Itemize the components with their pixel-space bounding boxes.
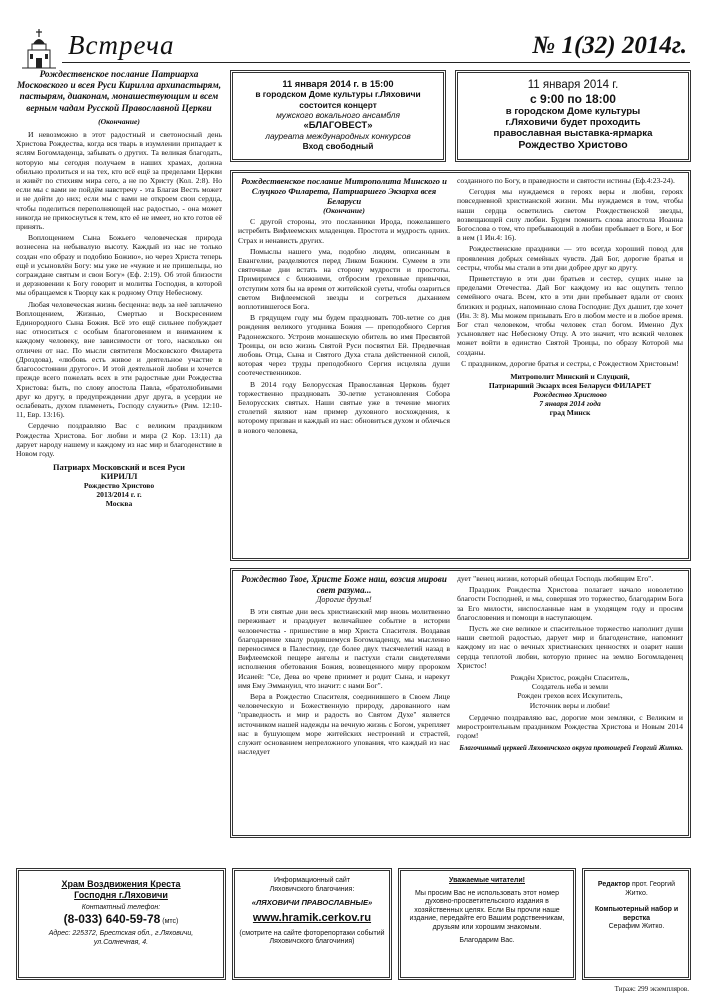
- metropolitan-note: (Окончание): [323, 206, 365, 215]
- nativity-column-2: [457, 574, 683, 753]
- nativity-signature: Благочинный церквей Ляховичского округа протоиерей Георгий Житко.: [459, 744, 683, 753]
- readers-notice: [398, 868, 576, 980]
- site-label: Информационный сайт: [273, 877, 351, 884]
- paragraph: Воплощением Сына Божьего человеческая природа вознесена на небывалую высоту. Каждый из нас не только создан «по образу и подобию Божию», но через Христа теперь ещё и усыновлён Богу: мы уже не «чужие и не пришельцы, но сограждане святым и свои Богу» (Еф. 2:19). Об этой близости и дерзновении к Богу говорит и молитва Господня, в которой мы обращаемся к Творцу как к родному Отцу Небесному.: [16, 233, 222, 298]
- paragraph: Рождественские праздники — это всегда хороший повод для проявления добрых семейных чувств. Дай Бог, дорогие братья и сестры, чтобы мы стали в эти дни добрее друг ко другу.: [457, 244, 683, 272]
- header-divider: [62, 62, 690, 63]
- metropolitan-signature: Митрополит Минский и Слуцкий,: [510, 372, 630, 382]
- paragraph: В 2014 году Белорусская Православная Церковь будет торжественно праздновать 30-летие установления Собора Белорусских святых. Наши святые уже в течение многих столетий являют нам пример духовного восхождения, к которому призван и каждый из нас: обновиться духом и облечься в нового человека,: [238, 379, 450, 435]
- fair-date: 11 января 2014 г.: [527, 79, 619, 91]
- fair-city: г.Ляховичи будет проходить: [505, 117, 641, 128]
- paragraph: Сегодня мы нуждаемся в героях веры и любви, героях повседневной христианской жизни. Мы нуждаемся в том, чтобы наши сердца осветились светом Рождественской звезды, возвещающей силу любви. Будем помнить слова апостола Иоанна Богослова о том, что пребывающий в любви пребывает в Боге, и Бог в нем (1 Ин.4: 16).: [457, 187, 683, 243]
- ensemble-name: «БЛАГОВЕСТ»: [303, 119, 373, 131]
- editor-label: Редактор: [597, 881, 631, 888]
- readers-title: Уважаемые читатели!: [448, 877, 526, 884]
- paragraph: Праздник Рождества Христова полагает начало новолетию благости Господней, и мы, совершая это торжество, благодарим Бога за Его милости, ниспосланные нам в уходящем году и просим благословения и помощи в наступающем.: [457, 585, 683, 622]
- readers-thanks: Благодарим Вас.: [459, 936, 515, 944]
- paragraph: Помыслы нашего ума, подобно людям, описанным в Евангелии, разделяются перед Ликом Божиим. Сумеем в эти святочные дни встать на сторону мудрости и простоты. Примиримся с ближними, отбросим греховные привычки, отступим хотя бы на время от житейской суеты, чтобы озариться светом Вифлеемской звезды и согреться дыханием воплотившегося Бога.: [238, 246, 450, 312]
- editorial-info: [582, 868, 691, 980]
- editor-name: прот. Георгий Житко.: [625, 881, 676, 897]
- verse-line: Источник веры и любви!: [529, 700, 611, 710]
- signature-occasion: Рождество Христово: [533, 390, 607, 400]
- site-note: (смотрите на сайте фоторепортажи событий Ляховичского благочиния): [239, 929, 385, 946]
- metropolitan-column-1: [238, 176, 450, 437]
- contact-label: Контактный телефон:: [81, 904, 161, 911]
- metropolitan-heading: Рождественское послание Митрополита Минского и Слуцкого Филарета, Патриаршего Экзарха всея Беларуси: [241, 176, 447, 206]
- nativity-salutation: Дорогие друзья!: [316, 595, 372, 604]
- circulation: Тираж: 299 экземпляров.: [614, 985, 689, 993]
- paragraph: созданного по Богу, в праведности и святости истины (Еф.4:23-24).: [457, 176, 675, 185]
- signature-occasion: Рождество Христово: [83, 481, 155, 491]
- paragraph: Любая человеческая жизнь бесценна: ведь за неё заплачено Воплощением, Жизнью, Смертью и Воскресением Единородного Сына Божия. Всё это ещё сильнее побуждает нас относиться с особым благоговением и вниманием к каждому человеку, вне зависимости от того, насколько он отличен от нас. По мысли святителя Московского Филарета (Дроздова), «любовь есть живое и деятельное участие в благосостоянии другого». И этой деятельной любви и хочется прежде всего пожелать всех в эти радостные дни Рождества Христова: быть, по слову апостола Павла, «братолюбивыми друг ко другу, в предупреждении друг друга, в усердии не ослабевать, духом пламенеть, Господу служить» (Рим. 12:10-11, Евр. 13:16).: [16, 299, 222, 420]
- website-info: [232, 868, 392, 980]
- fair-time: с 9:00 по 18:00: [530, 92, 616, 106]
- layout-name: Серафим Житко.: [608, 923, 665, 931]
- layout-label: Компьютерный набор и верстка: [594, 906, 679, 922]
- metropolitan-title: Патриарший Экзарх всея Беларуси ФИЛАРЕТ: [488, 381, 652, 391]
- paragraph: Пусть же сие великое и спасительное торжество наполнит души наши светлой радостью, дарует мир и благоденствие, напомнит каждому из нас о вечных христианских ценностях и озарит наши сердца теплотой любви, которую принес на землю Богомладенец Христос!: [457, 624, 683, 670]
- site-label-2: Ляховичского благочиния:: [269, 885, 355, 893]
- fair-announcement: [455, 70, 691, 162]
- metropolitan-greeting: С праздником, дорогие братья и сестры, с Рождеством Христовым!: [461, 358, 679, 368]
- nativity-column-1: [238, 574, 450, 758]
- paragraph: В эти святые дни весь христианский мир вновь молитвенно переживает и празднует величайшее событие в истории человечества - пришествие в мир Христа Спасителя. Воздавая благодарение хвалу родившемуся Богомладенцу, мы мысленно переносимся в Палестину, где более двух тысячелетий назад в Вифлеемской пещере ангелы и пастухи стали свидетелями исполнения обетования Божия, возвещенного миру пророком Исаией: "Се, Дева во чреве приимет и родит Сына, и нарекут имя Ему Эммануил, что значит: с нами Бог".: [238, 607, 450, 690]
- ensemble-type: мужского вокального ансамбля: [276, 110, 400, 121]
- fair-type: православная выставка-ярмарка: [493, 128, 653, 139]
- signature-date: 7 января 2014 года: [539, 399, 601, 409]
- paragraph: Вера в Рождество Спасителя, соединившего в Своем Лице человеческую и Божественную природу, дарованного нам "праведность и мир и радость во Святом Духе" является источником нашей надежды на вечную жизнь с Богом, укрепляет нас в бушующем море житейских нестроений и страстей, служит основанием непреложного упования, что каждый из нас наследует: [238, 692, 450, 757]
- paragraph: В грядущем году мы будем праздновать 700-летие со дня рождения великого угодника Божия — преподобного Сергия Радонежского. Устроив монашескую обитель во имя Пресвятой Троицы, он всю жизнь Святой Руси посвятил Ей. Предвечная любовь Отца, Сына и Святого Духа стала действенной силой, которая через труды преподобного Сергия исцеляла души соотечественников.: [238, 313, 450, 378]
- signature-place: град Минск: [549, 408, 591, 418]
- paragraph: Приветствую в эти дни братьев и сестер, сущих ныне за пределами Отечества. Дай Бог каждому из вас ощутить тепло семейного очага. Всем, кто в эти дни пребывает вдали от своих близких и родных, напоминаю слова Господни: Дух дышит, где хочет (Ин. 3: 8). Мы можем призывать Его в любом месте и в любое время. Бог стал человеком, чтобы человек стал богом. Именно Дух усыновляет нас Небесному Отцу. А это значит, что всякий человек может войти в единство Святой Троицы, по образу Которой мы созданы.: [457, 274, 683, 357]
- paragraph: С другой стороны, это посланники Ирода, пожелавшего истребить Вифлеемских младенцев. Простота и мудрость одних. Страх и ненависть других.: [238, 217, 450, 245]
- paragraph: И невозможно в этот радостный и светоносный день Христова Рождества, когда вся тварь в изумлении припадает к яслям Богомладенца, забывать о других. Та великая благодать, которую мы сегодня получаем в наших храмах, должна обильно пролиться и на тех, кто всё ещё за пределами Церкви и живёт по стихиям мира сего, а не по Христу (Кол. 2:8). Но если мы с вами не пойдём навстречу - эта Благая Весть может и не дойти до них; если мы с вами не откроем свои сердца, чтобы поделиться переполняющей нас радостью, - она может никогда не прикоснуться к тем, кто её не имеет, но кто готов её принять.: [16, 130, 222, 232]
- signature-place: Москва: [105, 499, 133, 509]
- church-address: Адрес: 225372, Брестская обл., г.Ляховичи, ул.Солнечная, 4.: [48, 930, 194, 946]
- concert-venue: в городском Доме культуры г.Ляховичи: [255, 89, 421, 100]
- site-url-link[interactable]: www.hramik.cerkov.ru: [252, 911, 372, 924]
- church-name: Храм Воздвижения Креста: [61, 879, 181, 889]
- fair-venue: в городском Доме культуры: [505, 106, 641, 117]
- patriarch-message: [16, 70, 222, 508]
- site-name: «ЛЯХОВИЧИ ПРАВОСЛАВНЫЕ»: [251, 898, 373, 908]
- ensemble-award: лауреата международных конкурсов: [265, 131, 411, 142]
- signature-date: 2013/2014 г. г.: [96, 490, 142, 500]
- fair-name: Рождество Христово: [518, 139, 628, 151]
- paragraph: дует "венец жизни, который обещал Господь любящим Его".: [457, 574, 654, 583]
- paragraph: Сердечно поздравляю вас, дорогие мои земляки, с Великим и миростроительным праздником Рождества Христова и Новым 2014 годом!: [457, 712, 683, 741]
- nativity-verse: [457, 673, 683, 710]
- patriarch-signature: Патриарх Московский и всея Руси: [53, 463, 185, 473]
- patriarch-signature-name: КИРИЛЛ: [100, 472, 138, 482]
- church-contacts: [16, 868, 226, 980]
- nativity-heading: Рождество Твое, Христе Боже наш, возсия мирови свет разума...: [241, 574, 447, 595]
- phone-number: (8-033) 640-59-78: [63, 911, 161, 926]
- patriarch-heading: Рождественское послание Патриарха Московского и всея Руси Кирилла архипастырям, пастырям, диаконам, монашествующим и всем верным чадам Русской Православной Церкви: [16, 70, 222, 114]
- verse-line: Создатель неба и земли: [531, 682, 609, 692]
- phone-operator: (мтс): [162, 917, 179, 925]
- entry-info: Вход свободный: [302, 141, 374, 152]
- verse-line: Рожден грехов всех Искупитель,: [517, 691, 623, 701]
- patriarch-note: (Окончание): [98, 116, 140, 126]
- concert-announcement: [230, 70, 446, 162]
- church-city: Господня г.Ляховичи: [74, 890, 168, 900]
- concert-date: 11 января 2014 г. в 15:00: [282, 79, 394, 89]
- church-logo-icon: [20, 28, 58, 70]
- metropolitan-column-2: [457, 176, 683, 417]
- concert-label: состоится концерт: [299, 99, 377, 110]
- newspaper-title: Встреча: [68, 30, 175, 60]
- paragraph: Сердечно поздравляю Вас с великим праздником Рождества Христова. Бог любви и мира (2 Кор. 13:11) да дарует народу нашему и каждому из нас мир и благоденствие в Новом году.: [16, 421, 222, 458]
- verse-line: Рождён Христос, рождён Спаситель,: [510, 673, 630, 683]
- readers-text: Мы просим Вас не использовать этот номер духовно-просветительского издания в хозяйственных целях. Если Вы прочли наше издание, передайте его Вашим родственникам, друзьям или хорошим знакомым.: [409, 889, 565, 931]
- issue-number: № 1(32) 2014г.: [532, 32, 687, 59]
